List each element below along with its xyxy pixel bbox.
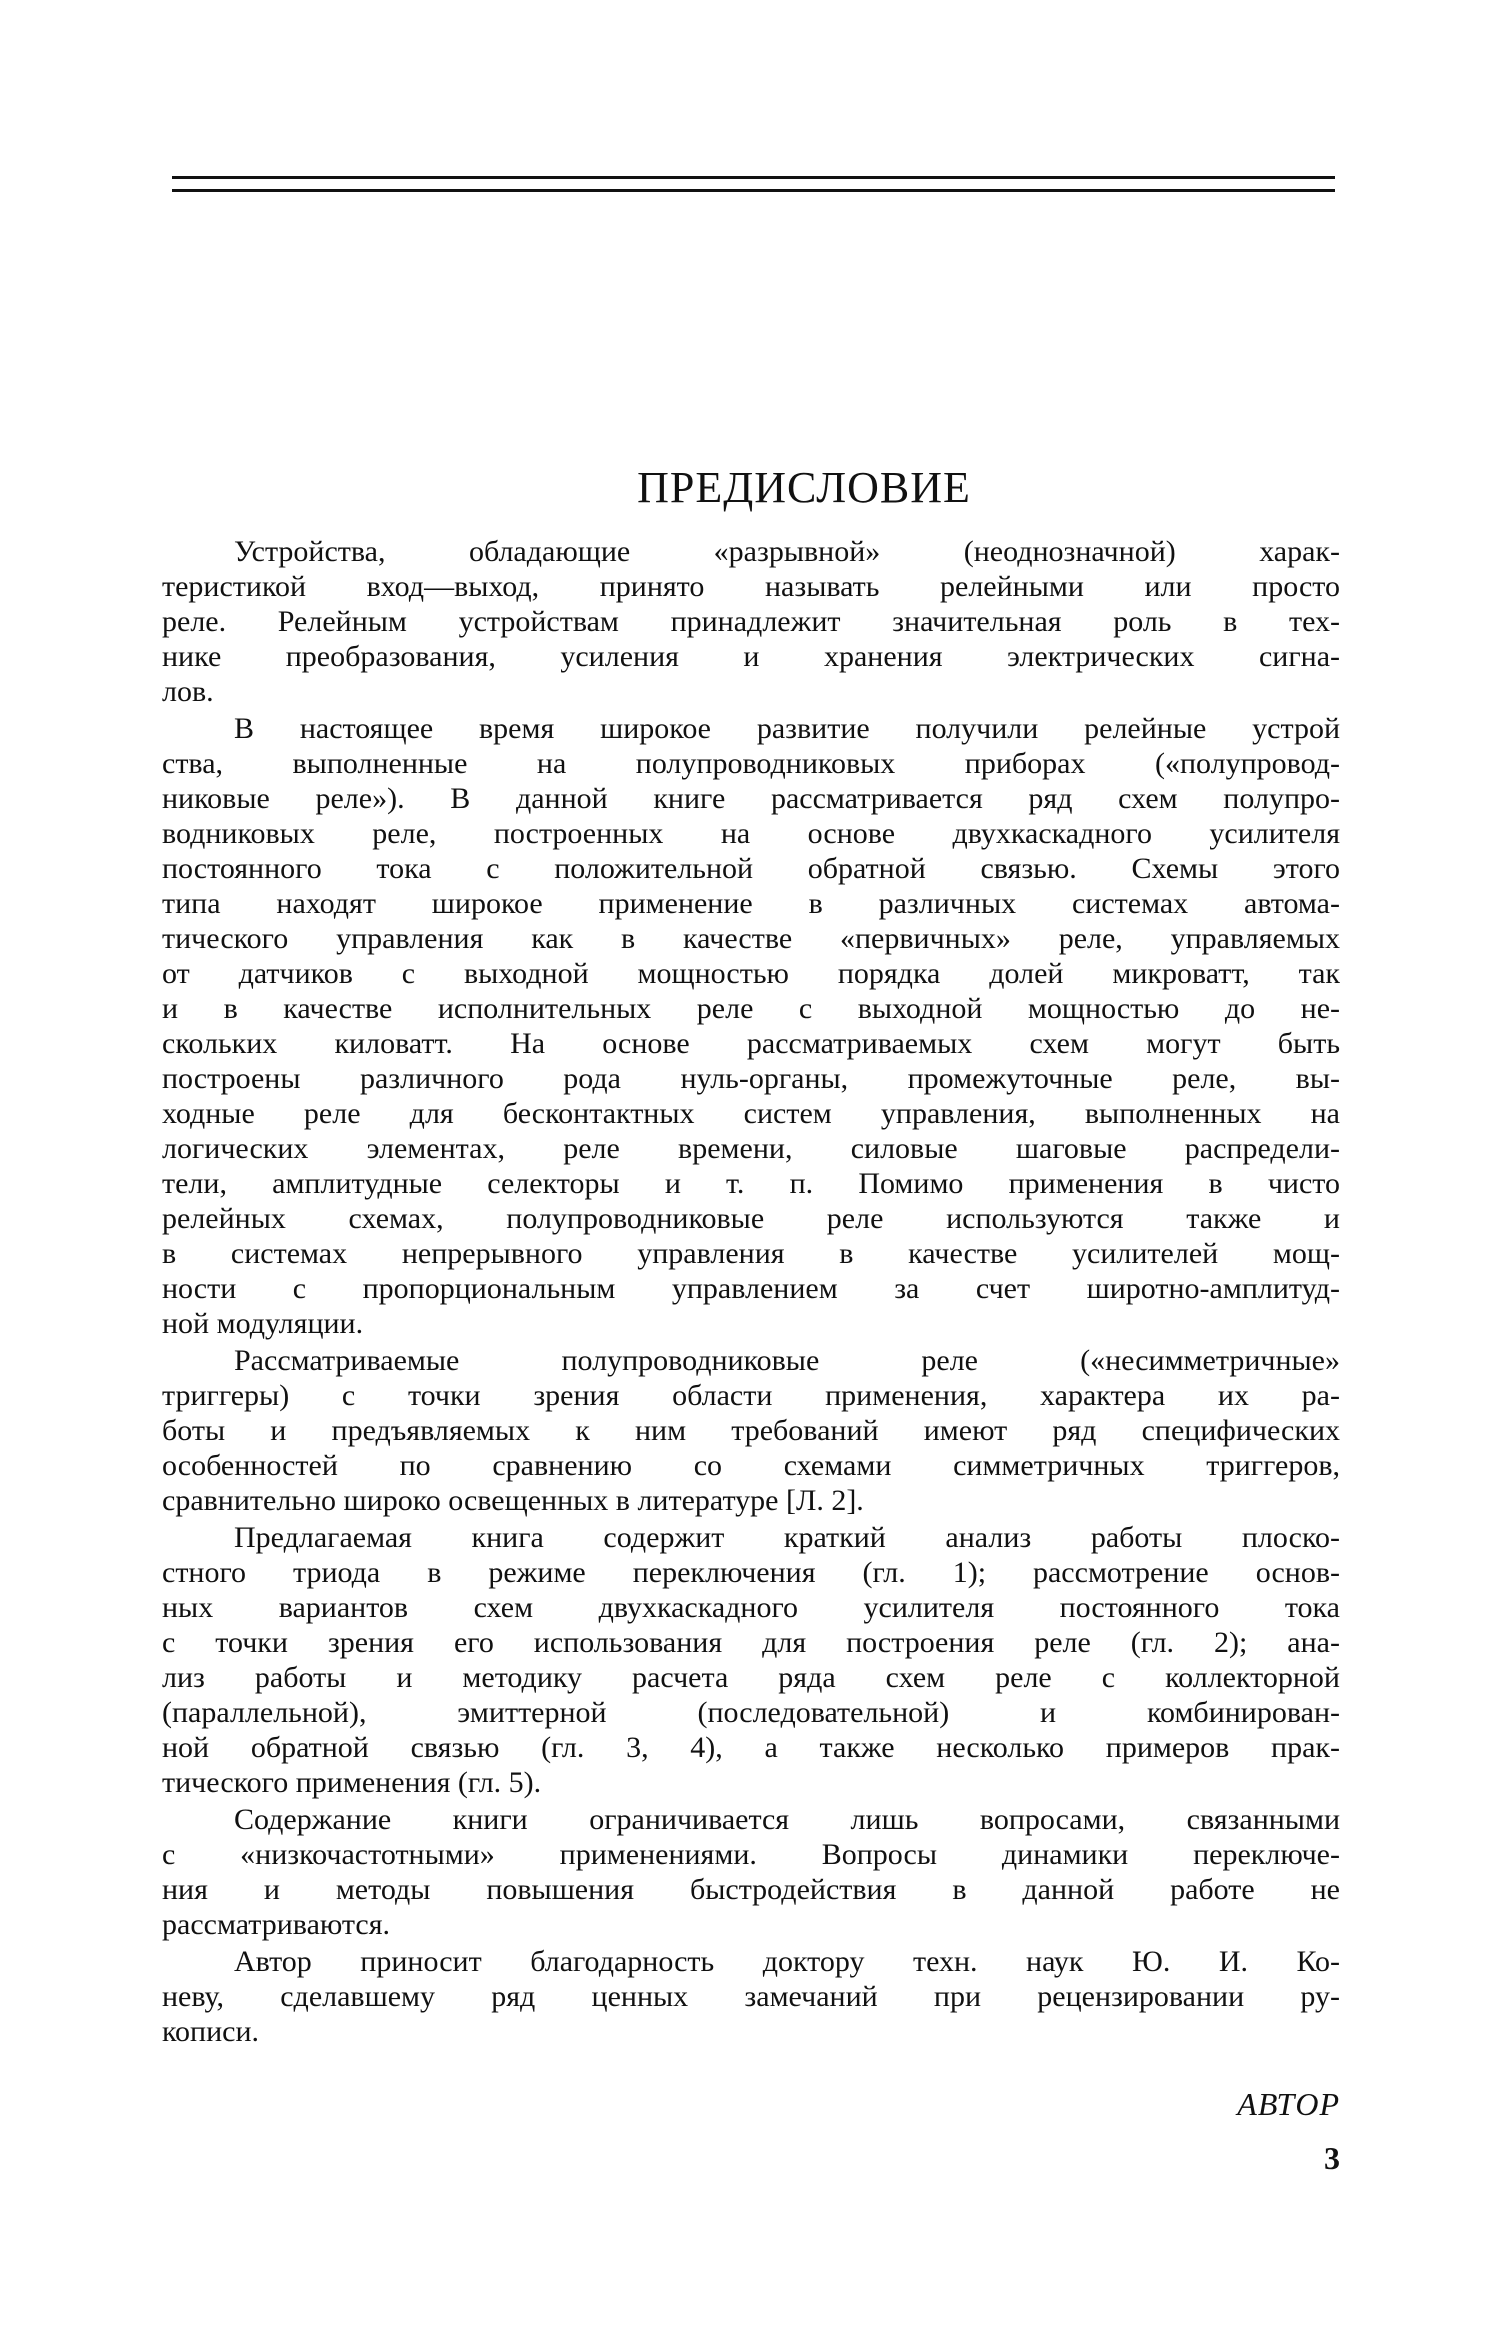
text-line: скольких киловатт. На основе рассматриваемых схем могут быть	[162, 1027, 1340, 1060]
paragraph	[162, 534, 1340, 709]
text-line: ной модуляции.	[162, 1307, 364, 1340]
paragraph	[162, 711, 1340, 1341]
text-line: (параллельной), эмиттерной (последовательной) и комбинирован-	[162, 1696, 1340, 1729]
text-line: тели, амплитудные селекторы и т. п. Помимо применения в чисто	[162, 1167, 1340, 1200]
text-line: с «низкочастотными» применениями. Вопросы динамики переключе-	[162, 1838, 1340, 1871]
text-line: Рассматриваемые полупроводниковые реле («несимметричные»	[234, 1344, 1340, 1377]
text-line: Автор приносит благодарность доктору техн. наук Ю. И. Ко-	[234, 1945, 1340, 1978]
top-rule-double	[172, 189, 1335, 192]
text-line: ности с пропорциональным управлением за счет широтно-амплитуд-	[162, 1272, 1340, 1305]
paragraph	[162, 1944, 1340, 2049]
text-line: релейных схемах, полупроводниковые реле используются также и	[162, 1202, 1340, 1235]
text-line: постоянного тока с положительной обратной связью. Схемы этого	[162, 852, 1340, 885]
text-line: нике преобразования, усиления и хранения электрических сигна-	[162, 640, 1340, 673]
text-line: теристикой вход—выход, принято называть релейными или просто	[162, 570, 1340, 603]
text-line: ства, выполненные на полупроводниковых приборах («полупровод-	[162, 747, 1340, 780]
text-line: лиз работы и методику расчета ряда схем реле с коллекторной	[162, 1661, 1340, 1694]
text-line: неву, сделавшему ряд ценных замечаний при рецензировании ру-	[162, 1980, 1340, 2013]
text-line: от датчиков с выходной мощностью порядка долей микроватт, так	[162, 957, 1340, 990]
text-line: стного триода в режиме переключения (гл. 1); рассмотрение основ-	[162, 1556, 1340, 1589]
text-line: кописи.	[162, 2015, 260, 2048]
text-line: в системах непрерывного управления в качестве усилителей мощ-	[162, 1237, 1340, 1270]
text-line: и в качестве исполнительных реле с выходной мощностью до не-	[162, 992, 1340, 1025]
page-title: ПРЕДИСЛОВИЕ	[637, 463, 971, 512]
text-line: построены различного рода нуль-органы, промежуточные реле, вы-	[162, 1062, 1340, 1095]
text-line: типа находят широкое применение в различных системах автома-	[162, 887, 1340, 920]
text-line: тического управления как в качестве «первичных» реле, управляемых	[162, 922, 1340, 955]
text-line: ной обратной связью (гл. 3, 4), а также несколько примеров прак-	[162, 1731, 1340, 1764]
text-line: Предлагаемая книга содержит краткий анализ работы плоско-	[234, 1521, 1340, 1554]
text-line: В настоящее время широкое развитие получили релейные устрой	[234, 712, 1340, 745]
text-line: особенностей по сравнению со схемами симметричных триггеров,	[162, 1449, 1340, 1482]
text-line: боты и предъявляемых к ним требований имеют ряд специфических	[162, 1414, 1340, 1447]
text-line: ных вариантов схем двухкаскадного усилителя постоянного тока	[162, 1591, 1340, 1624]
text-line: логических элементах, реле времени, силовые шаговые распредели-	[162, 1132, 1340, 1165]
page-number: 3	[1324, 2140, 1340, 2176]
text-line: никовые реле»). В данной книге рассматривается ряд схем полупро-	[162, 782, 1340, 815]
text-line: ходные реле для бесконтактных систем управления, выполненных на	[162, 1097, 1340, 1130]
paragraph	[162, 1802, 1340, 1942]
text-line: с точки зрения его использования для построения реле (гл. 2); ана-	[162, 1626, 1340, 1659]
text-line: лов.	[162, 675, 214, 708]
text-line: Устройства, обладающие «разрывной» (неоднозначной) харак-	[234, 535, 1340, 568]
preface-body	[162, 534, 1340, 2051]
text-line: реле. Релейным устройствам принадлежит значительная роль в тех-	[162, 605, 1340, 638]
text-line: рассматриваются.	[162, 1908, 390, 1941]
author-signature: АВТОР	[1237, 2086, 1340, 2122]
paragraph	[162, 1343, 1340, 1518]
text-line: ния и методы повышения быстродействия в данной работе не	[162, 1873, 1340, 1906]
paragraph	[162, 1520, 1340, 1800]
text-line: водниковых реле, построенных на основе двухкаскадного усилителя	[162, 817, 1340, 850]
text-line: тического применения (гл. 5).	[162, 1766, 542, 1799]
top-rule	[172, 176, 1335, 179]
text-line: сравнительно широко освещенных в литературе [Л. 2].	[162, 1484, 864, 1517]
text-line: Содержание книги ограничивается лишь вопросами, связанными	[234, 1803, 1340, 1836]
text-line: триггеры) с точки зрения области применения, характера их ра-	[162, 1379, 1340, 1412]
